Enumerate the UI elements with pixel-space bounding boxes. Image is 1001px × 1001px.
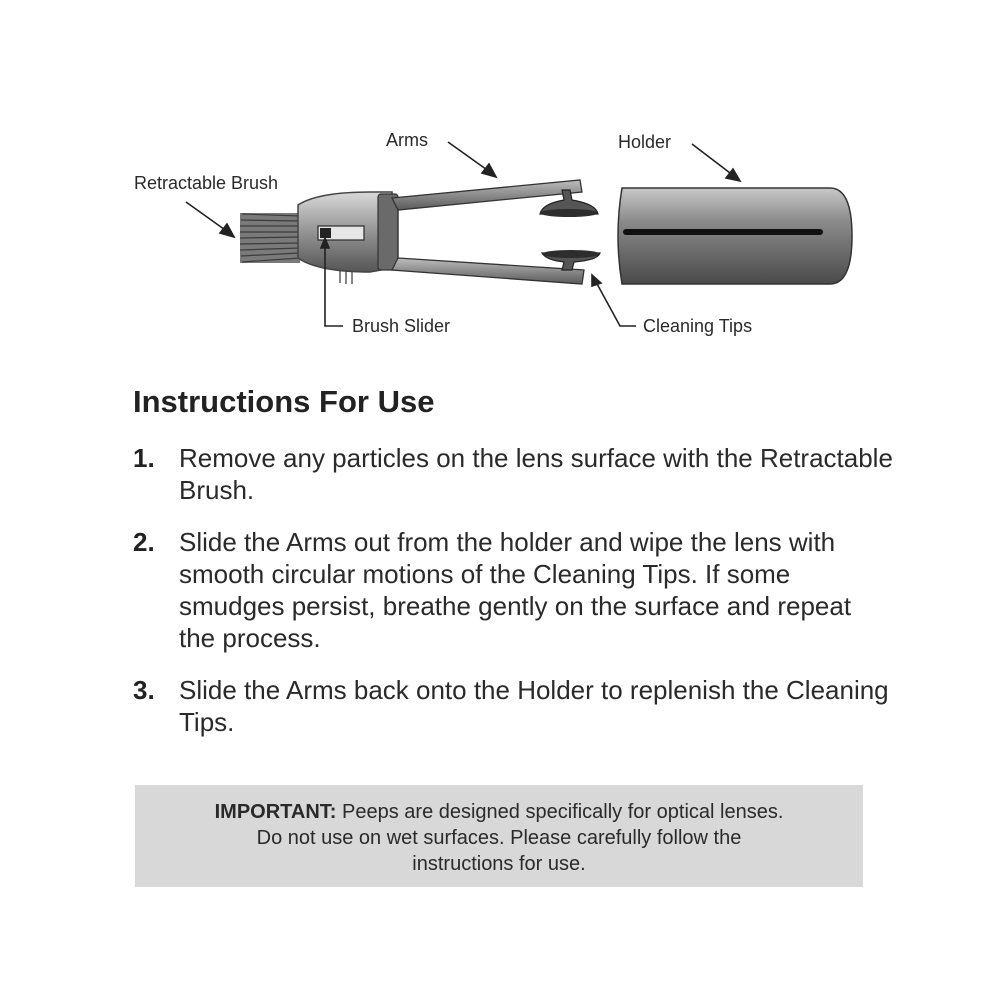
notice-label: IMPORTANT: bbox=[214, 801, 337, 823]
label-holder: Holder bbox=[618, 132, 672, 152]
label-arms: Arms bbox=[386, 130, 428, 150]
instruction-step bbox=[133, 526, 893, 654]
step-text: Slide the Arms out from the holder and wipe the lens with smooth circular motions of the Cleaning Tips. If some smudges persist, breathe gently on the surface and repeat the process. bbox=[179, 527, 852, 653]
holder bbox=[618, 188, 852, 284]
instructions-list bbox=[133, 442, 893, 758]
step-number: 2. bbox=[133, 527, 155, 557]
cleaning-tips bbox=[540, 190, 600, 270]
label-cleaning-tips: Cleaning Tips bbox=[643, 316, 753, 336]
instructions-title: Instructions For Use bbox=[133, 384, 435, 419]
step-text: Remove any particles on the lens surface with the Retractable Brush. bbox=[179, 443, 893, 505]
arms bbox=[392, 180, 584, 284]
instruction-step bbox=[133, 674, 893, 738]
notice-line-3: instructions for use. bbox=[412, 853, 586, 875]
notice-line-1: IMPORTANT: Peeps are designed specifically for optical lenses. bbox=[214, 801, 784, 823]
label-brush-slider: Brush Slider bbox=[352, 316, 451, 336]
step-number: 1. bbox=[133, 443, 155, 473]
notice-line-2: Do not use on wet surfaces. Please carefully follow the bbox=[256, 827, 742, 849]
product-diagram bbox=[0, 0, 1001, 360]
step-text: Slide the Arms back onto the Holder to replenish the Cleaning Tips. bbox=[179, 675, 889, 737]
retractable-brush bbox=[240, 213, 300, 263]
instruction-step bbox=[133, 442, 893, 506]
label-retractable-brush: Retractable Brush bbox=[134, 173, 279, 193]
important-notice bbox=[135, 785, 863, 887]
step-number: 3. bbox=[133, 675, 155, 705]
